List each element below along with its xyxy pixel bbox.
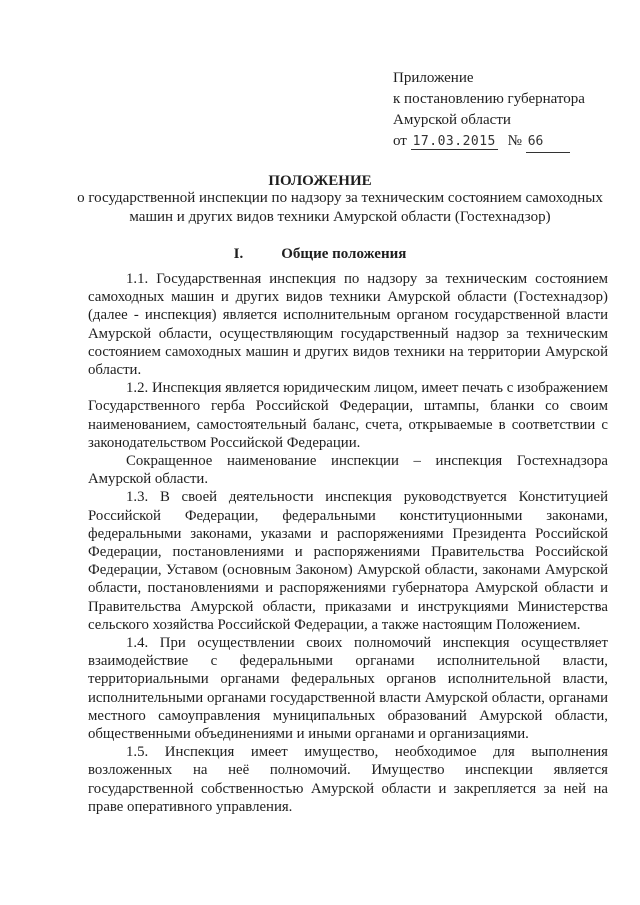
paragraph-1-1: 1.1. Государственная инспекция по надзору за техническим состоянием самоходных машин и других видов техники Амурской области (Гостехнадзор) (далее - инспекция) является исполнительным органом государственной власти Амурской области, осуществляющим государственный надзор за техническим состоянием самоходных машин и других видов техники на территории Амурской области. <box>88 271 608 379</box>
number-prefix: № <box>507 133 522 149</box>
section-title: Общие положения <box>281 246 407 262</box>
section-heading <box>0 244 640 264</box>
section-number: I. <box>233 246 244 262</box>
appendix-line-3: Амурской области <box>393 112 511 128</box>
document-subtitle: о государственной инспекции по надзору за техническим состоянием самоходных машин и других видов техники Амурской области (Гостехнадзор) <box>77 190 603 225</box>
appendix-line-2: к постановлению губернатора <box>393 91 585 107</box>
appendix-line-1: Приложение <box>393 70 474 86</box>
paragraph-1-4: 1.4. При осуществлении своих полномочий инспекция осуществляет взаимодействие с федеральными органами исполнительной власти, территориальными органами федеральных органов исполнительной власти, исполнительными органами государственной власти Амурской области, органами местного самоуправления муниципальных образований Амурской области, общественными объединениями и иными органами и организациями. <box>88 635 608 743</box>
document-body <box>88 270 608 816</box>
paragraph-1-3: 1.3. В своей деятельности инспекция руководствуется Конституцией Российской Федерации, федеральными конституционными законами, федеральными законами, указами и распоряжениями Президента Российской Федерации, постановлениями и распоряжениями Правительства Российской Федерации, Уставом (основным Законом) Амурской области, законами Амурской области, постановлениями и распоряжениями губернатора Амурской области и Правительства Амурской области, приказами и инструкциями Министерства сельского хозяйства Российской Федерации, а также настоящим Положением. <box>88 489 608 633</box>
paragraph-1-5: 1.5. Инспекция имеет имущество, необходимое для выполнения возложенных на неё полномочий. Имущество инспекции является государственной собственностью Амурской области и закрепляется за ней на праве оперативного управления. <box>88 744 608 815</box>
date-prefix: от <box>393 133 407 149</box>
handwritten-date: 17.03.2015 <box>412 134 496 149</box>
appendix-date-line <box>393 131 613 153</box>
paragraph-1-2: 1.2. Инспекция является юридическим лицом, имеет печать с изображением Государственного герба Российской Федерации, штампы, бланки со своим наименованием, самостоятельный баланс, счета, открываемые в соответствии с законодательством Российской Федерации. <box>88 380 608 451</box>
handwritten-number: 66 <box>526 131 570 153</box>
paragraph-short-name: Сокращенное наименование инспекции – инспекция Гостехнадзора Амурской области. <box>88 453 608 488</box>
document-title: ПОЛОЖЕНИЕ <box>268 173 372 189</box>
appendix-block <box>393 68 613 153</box>
